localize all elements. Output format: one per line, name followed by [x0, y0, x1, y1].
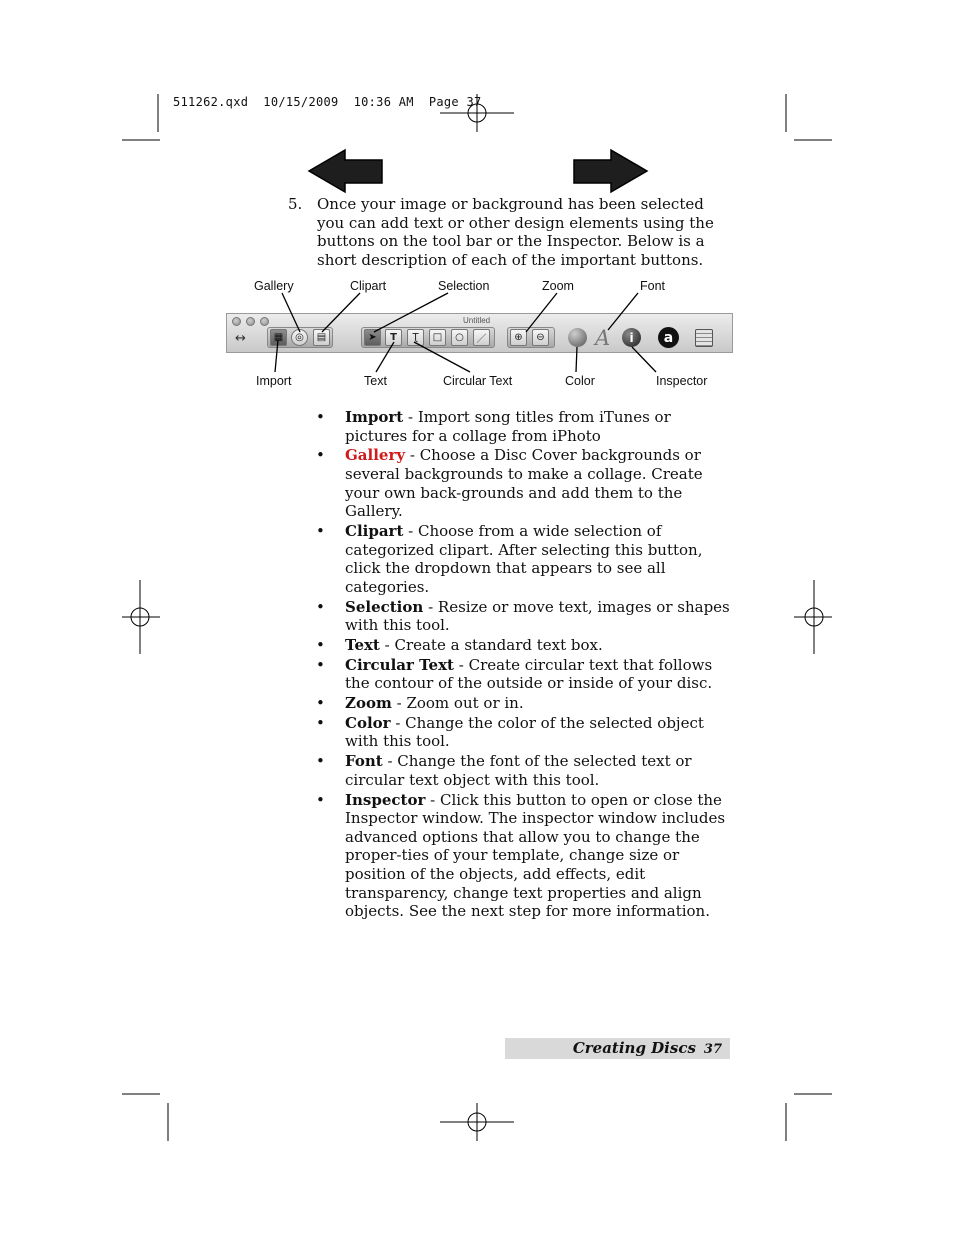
- step-text: Once your image or background has been selected you can add text or other design elements using the buttons on the tool bar or the Inspector. Below is a short description of each of the important buttons.: [317, 195, 714, 269]
- list-item: [316, 694, 736, 713]
- bullet-dot: •: [316, 655, 325, 674]
- footer-running-head: [573, 1039, 722, 1057]
- bullet-term: Import: [345, 408, 404, 426]
- callout-inspector: Inspector: [656, 374, 708, 388]
- list-item: [316, 522, 736, 596]
- bullet-term: Zoom: [345, 694, 392, 713]
- bullet-term: Clipart: [345, 521, 404, 540]
- footer-section-title: Creating Discs: [572, 1039, 696, 1057]
- bullet-term: Gallery: [345, 446, 406, 465]
- bullet-dot: •: [316, 694, 325, 713]
- bullet-term: Font: [345, 752, 383, 771]
- list-item: [316, 446, 736, 520]
- callout-clipart: Clipart: [350, 279, 387, 293]
- step-number: 5.: [288, 195, 303, 213]
- bullet-dot: •: [316, 446, 325, 465]
- callout-text: Text: [364, 374, 387, 388]
- bullet-dot: •: [316, 597, 325, 616]
- bullet-description: - Resize or move text, images or shapes with this tool.: [345, 597, 730, 635]
- bullet-dot: •: [316, 752, 325, 771]
- bullet-description: - Choose from a wide selection of categorized clipart. After selecting this button, click the dropdown that appears to see all categories.: [345, 521, 703, 596]
- button-descriptions-list: [316, 408, 736, 922]
- circle-icon[interactable]: ○: [451, 329, 468, 346]
- bullet-description: - Change the color of the selected object with this tool.: [345, 713, 704, 751]
- bullet-description: - Import song titles from iTunes or pictures for a collage from iPhoto: [345, 408, 671, 445]
- callout-circular-text: Circular Text: [443, 374, 513, 388]
- clipart-icon[interactable]: ▤: [313, 329, 330, 346]
- import-icon[interactable]: ▦: [270, 329, 287, 346]
- bullet-description: - Create a standard text box.: [379, 635, 603, 654]
- list-item: [316, 656, 736, 693]
- list-item: [316, 408, 736, 445]
- callout-font: Font: [640, 279, 666, 293]
- bullet-description: - Change the font of the selected text or circular text object with this tool.: [345, 752, 692, 789]
- callout-color: Color: [565, 374, 595, 388]
- list-item: [316, 714, 736, 751]
- list-item: [316, 598, 736, 635]
- zoom-out-icon[interactable]: ⊖: [532, 329, 549, 346]
- bullet-description: - Create circular text that follows the contour of the outside or inside of your disc.: [345, 655, 713, 693]
- font-icon[interactable]: A: [595, 326, 611, 350]
- text-box-icon[interactable]: T: [385, 329, 402, 346]
- callout-zoom: Zoom: [542, 279, 574, 293]
- bullet-term: Circular Text: [345, 655, 454, 674]
- bullet-dot: •: [316, 713, 325, 732]
- line-icon[interactable]: ／: [473, 329, 490, 346]
- callout-selection: Selection: [438, 279, 490, 293]
- gallery-icon[interactable]: ◎: [291, 329, 308, 346]
- zoom-in-icon[interactable]: ⊕: [510, 329, 527, 346]
- footer-bar: [505, 1038, 730, 1059]
- bullet-description: - Zoom out or in.: [391, 694, 524, 713]
- rectangle-icon[interactable]: □: [429, 329, 446, 346]
- list-item: [316, 752, 736, 789]
- bullet-dot: •: [316, 521, 325, 540]
- bullet-term: Color: [345, 713, 391, 732]
- a-icon[interactable]: a: [658, 327, 679, 348]
- list-item: [316, 791, 736, 921]
- resize-arrows-icon[interactable]: ↔: [235, 331, 246, 346]
- bullet-term: Selection: [345, 597, 424, 616]
- bullet-dot: •: [316, 408, 325, 426]
- bullet-description: - Choose a Disc Cover backgrounds or several backgrounds to make a collage. Create your own back-grounds and add them to the Gallery.: [345, 446, 703, 521]
- bullet-term: Inspector: [345, 790, 426, 809]
- bullet-dot: •: [316, 635, 325, 654]
- list-item: [316, 636, 736, 655]
- circular-text-icon[interactable]: Ʈ: [407, 329, 424, 346]
- bullet-dot: •: [316, 790, 325, 809]
- inspector-icon[interactable]: i: [622, 328, 641, 347]
- selection-arrow-icon[interactable]: ➤: [364, 329, 381, 346]
- window-title: Untitled: [463, 316, 491, 325]
- bullet-term: Text: [345, 635, 380, 654]
- callout-import: Import: [256, 374, 292, 388]
- slug-line: 511262.qxd 10/15/2009 10:36 AM Page 37: [173, 95, 482, 109]
- callout-gallery: Gallery: [254, 279, 294, 293]
- bullet-description: - Click this button to open or close the Inspector window. The inspector window includes advanced options that allow you to change the proper-ties of your template, change size or position of the objects, add effects, edit transparency, change text properties and align objects. See the next step for more information.: [345, 790, 726, 921]
- page-number: 37: [703, 1042, 722, 1057]
